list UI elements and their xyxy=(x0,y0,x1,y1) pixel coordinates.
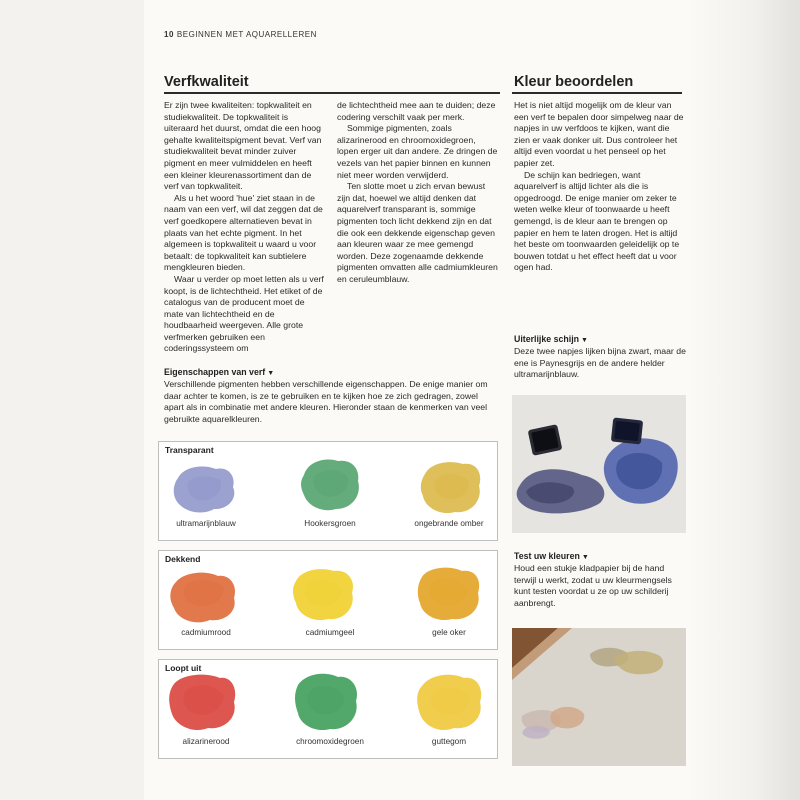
subheading-label: Eigenschappen van verf xyxy=(164,367,266,377)
test-paper-illustration xyxy=(512,628,686,766)
swatch-caption: alizarinerood xyxy=(182,737,230,746)
section-rule xyxy=(164,92,500,94)
running-title: BEGINNEN MET AQUARELLEREN xyxy=(176,30,317,39)
subheading-uiterlijke-schijn xyxy=(514,334,588,344)
sub1-text: Deze twee napjes lijken bijna zwart, maar de ene is Paynesgrijs en de andere helder ultramarijnblauw. xyxy=(514,346,686,380)
swatch-chroomoxidegroen xyxy=(292,671,362,735)
swatch-cadmiumrood xyxy=(166,568,240,626)
page-number: 10 xyxy=(164,30,174,39)
section-title-verfkwaliteit: Verfkwaliteit xyxy=(164,74,249,90)
subsection-text: Verschillende pigmenten hebben verschillende eigenschappen. De enige manier om daar achter te komen, is ze te gebruiken en te kijken hoe ze zich gedragen, zowel apart als in combinatie met andere kleuren. Hieronder staan de kenmerken van veel gebruikte aquarelkleuren. xyxy=(164,379,488,424)
swatch-caption: cadmiumrood xyxy=(181,628,231,637)
swatch-caption: gele oker xyxy=(432,628,466,637)
photo-test-paper xyxy=(512,628,686,766)
swatch-caption: chroomoxidegroen xyxy=(296,737,364,746)
text-column-3 xyxy=(514,100,686,274)
running-header xyxy=(164,30,317,39)
paragraph: Sommige pigmenten, zoals alizarinerood en chroomoxidegroen, lopen erger uit dan andere. Ze dringen de vezels van het papier binnen en kunnen niet meer worden verwijderd. xyxy=(337,123,498,180)
subheading-test-uw-kleuren xyxy=(514,551,589,561)
section-title-kleur-beoordelen: Kleur beoordelen xyxy=(514,74,634,90)
text-column-1 xyxy=(164,100,324,355)
triangle-down-icon: ▼ xyxy=(581,554,589,561)
swatch-ultramarijnblauw xyxy=(170,460,240,518)
panel-label: Loopt uit xyxy=(165,663,202,673)
panel-label: Dekkend xyxy=(165,554,201,564)
paragraph: Ten slotte moet u zich ervan bewust zijn dat, hoewel we altijd denken dat aquarelverf transparant is, sommige pigmenten toch licht dekkend zijn en dat die ook een dekkende eigenschap geven aan kleuren waar ze mee gemengd worden. Deze zogenaamde dekkende pigmenten omvatten alle cadmiumkleuren en ceruleumblauw. xyxy=(337,181,498,284)
swatch-guttegom xyxy=(414,672,486,734)
paint-pans-illustration xyxy=(512,395,686,533)
section-rule xyxy=(512,92,682,94)
swatch-cadmiumgeel xyxy=(290,565,360,625)
subheading-label: Uiterlijke schijn xyxy=(514,334,580,344)
paragraph: de lichtechtheid mee aan te duiden; deze codering verschilt vaak per merk. xyxy=(337,100,496,122)
swatch-caption: Hookersgroen xyxy=(304,519,356,528)
subheading-eigenschappen xyxy=(164,367,274,377)
swatch-caption: guttegom xyxy=(431,737,467,746)
panel-label: Transparant xyxy=(165,445,214,455)
swatch-ongebrande-omber xyxy=(417,458,485,518)
paragraph: Als u het woord 'hue' ziet staan in de naam van een verf, wil dat zeggen dat de verf goedkopere alternatieven bevat in plaats van het echte pigment. In het algemeen is topkwaliteit u waard u voor betaalt: de topkwaliteit kan subtielere mengkleuren bieden. xyxy=(164,192,323,273)
swatch-caption: ongebrande omber xyxy=(414,519,484,528)
swatch-gele-oker xyxy=(414,563,484,625)
paragraph: Het is niet altijd mogelijk om de kleur van een verf te bepalen door simpelweg naar de napjes in uw verfdoos te kijken, want die zien er vaak donker uit. Dus controleer het altijd even voordat u het penseel op het papier zet. xyxy=(514,100,684,168)
subheading-label: Test uw kleuren xyxy=(514,551,580,561)
triangle-down-icon: ▼ xyxy=(267,370,275,377)
text-column-2 xyxy=(337,100,499,286)
swatch-hookersgroen xyxy=(298,455,364,515)
paragraph: Waar u verder op moet letten als u verf koopt, is de lichtechtheid. Het etiket of de catalogus van de producent moet de mate van lichtechtheid en de houdbaarheid weergeven. Alle grote verfmerken gebruiken een coderingssysteem om xyxy=(164,273,324,354)
swatch-caption: ultramarijnblauw xyxy=(176,519,236,528)
triangle-down-icon: ▼ xyxy=(581,337,588,344)
swatch-caption: cadmiumgeel xyxy=(305,628,355,637)
paragraph: Er zijn twee kwaliteiten: topkwaliteit en studiekwaliteit. De topkwaliteit is uiteraard het duurst, omdat die een hoog gehalte kwaliteitspigment bevat. Verf van studiekwaliteit bevat minder zuiver pigment en meer vulmiddelen en heeft een kleiner kleurenassortiment dan de verf van topkwaliteit. xyxy=(164,100,322,192)
photo-paint-pans xyxy=(512,395,686,533)
sub2-text: Houd een stukje kladpapier bij de hand terwijl u werkt, zodat u uw kleurmengsels kunt testen voordat u ze op uw schilderij aanbrengt. xyxy=(514,563,672,608)
swatch-alizarinerood xyxy=(166,672,240,734)
paragraph: De schijn kan bedriegen, want aquarelverf is altijd lichter als die is opgedroogd. De enige manier om zeker te weten welke kleur of toonwaarde u heeft gemengd, is de kleur aan te brengen op papier en hem te laten drogen. Het is altijd het beste om toonwaarden geleidelijk op te bouwen totdat u het effect heeft dat u voor ogen had. xyxy=(514,169,680,273)
page-edge-shadow xyxy=(686,0,800,800)
